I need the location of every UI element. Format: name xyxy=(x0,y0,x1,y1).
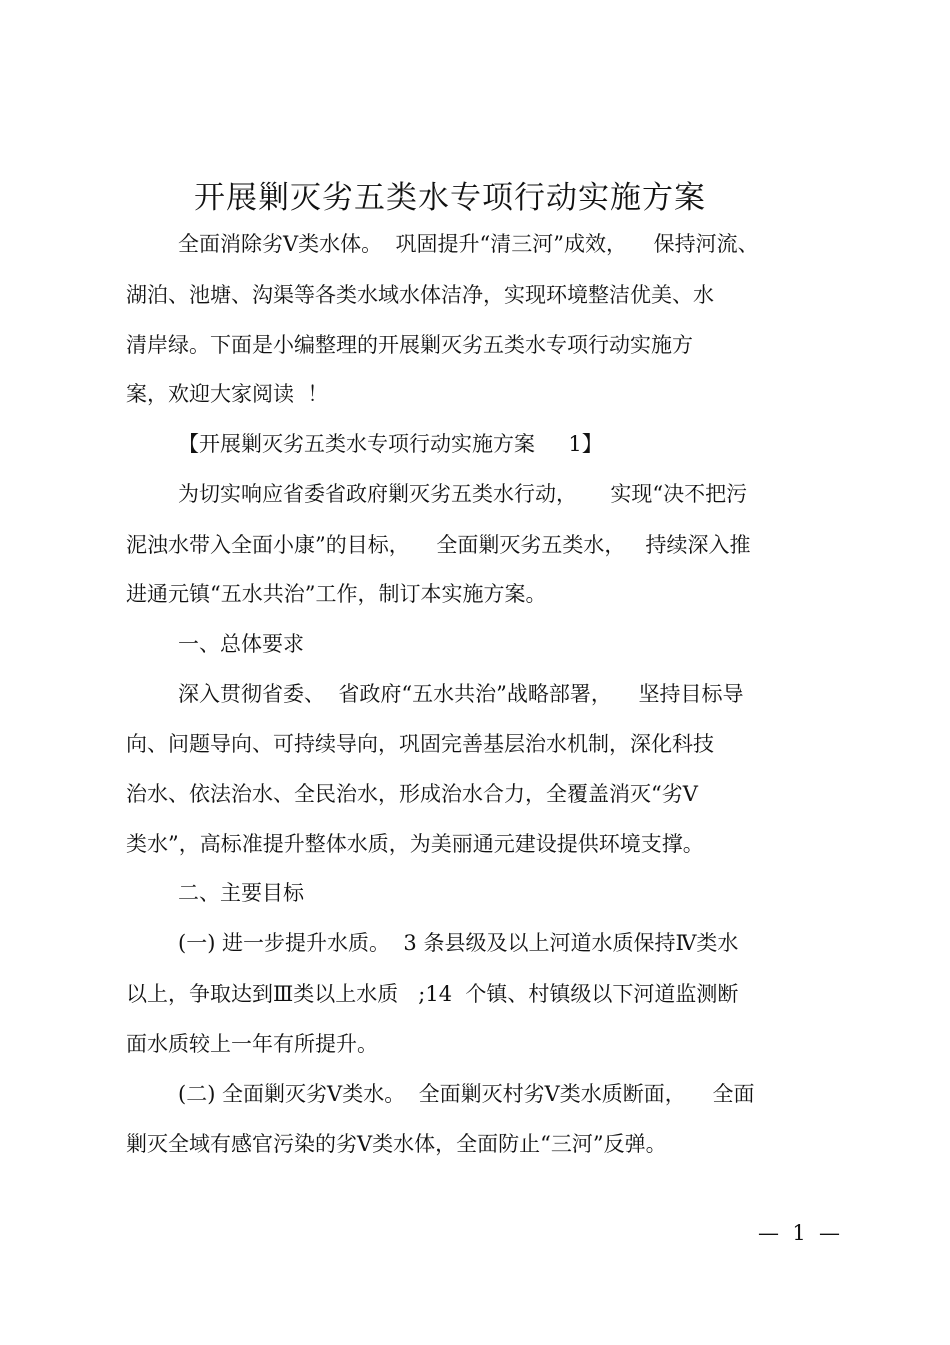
paragraph-line: 以上，争取达到Ⅲ类以上水质 ;14 个镇、村镇级以下河道监测断 xyxy=(126,982,739,1006)
paragraph-line: 泥浊水带入全面小康”的目标， 全面剿灭劣五类水， 持续深入推 xyxy=(126,533,751,557)
paragraph-line: 进通元镇“五水共治”工作，制订本实施方案。 xyxy=(126,582,547,606)
paragraph-line: 面水质较上一年有所提升。 xyxy=(126,1032,378,1056)
paragraph-line: 深入贯彻省委、 省政府“五水共治”战略部署， 坚持目标导 xyxy=(178,682,744,706)
paragraph-line: 为切实响应省委省政府剿灭劣五类水行动， 实现“决不把污 xyxy=(178,482,748,506)
section-heading: 一、总体要求 xyxy=(178,632,304,656)
paragraph-line: 治水、依法治水、全民治水，形成治水合力，全覆盖消灭“劣Ⅴ xyxy=(126,782,698,806)
paragraph-line: 湖泊、池塘、沟渠等各类水域水体洁净，实现环境整洁优美、水 xyxy=(126,283,714,307)
paragraph-line: (一) 进一步提升水质。 3 条县级及以上河道水质保持Ⅳ类水 xyxy=(178,931,739,955)
page-number: — 1 — xyxy=(758,1221,841,1245)
document-title: 开展剿灭劣五类水专项行动实施方案 xyxy=(194,180,706,216)
paragraph-line: 剿灭全域有感官污染的劣Ⅴ类水体，全面防止“三河”反弹。 xyxy=(126,1132,667,1156)
paragraph-line: 类水”，高标准提升整体水质，为美丽通元建设提供环境支撑。 xyxy=(126,832,704,856)
paragraph-line: 案，欢迎大家阅读 ！ xyxy=(126,382,329,406)
paragraph-line: (二) 全面剿灭劣Ⅴ类水。 全面剿灭村劣Ⅴ类水质断面， 全面 xyxy=(178,1082,755,1106)
section-heading: 【开展剿灭劣五类水专项行动实施方案 1】 xyxy=(178,432,603,456)
paragraph-line: 清岸绿。下面是小编整理的开展剿灭劣五类水专项行动实施方 xyxy=(126,333,693,357)
paragraph-line: 全面消除劣Ⅴ类水体。 巩固提升“清三河”成效， 保持河流、 xyxy=(178,232,759,256)
section-heading: 二、主要目标 xyxy=(178,881,304,905)
paragraph-line: 向、问题导向、可持续导向，巩固完善基层治水机制，深化科技 xyxy=(126,732,714,756)
